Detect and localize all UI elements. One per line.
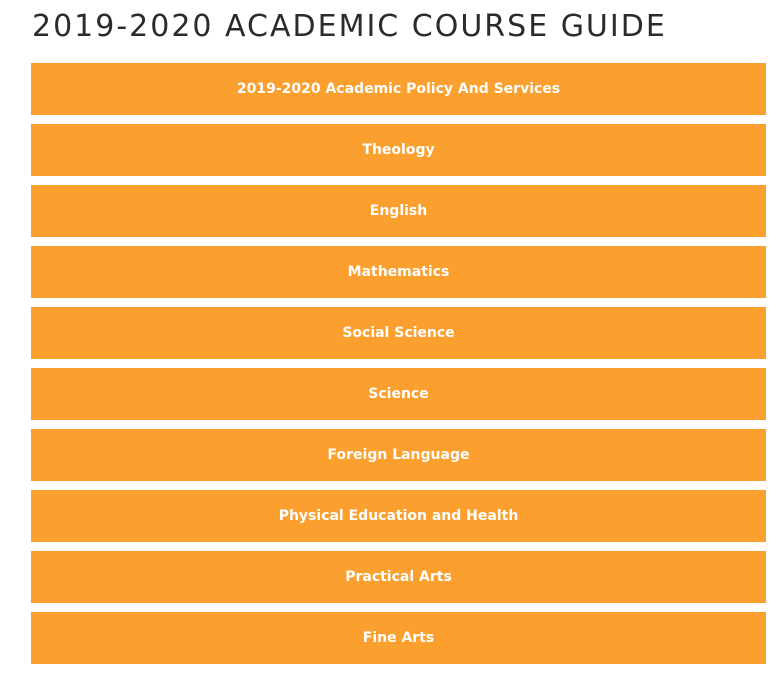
page-title: 2019-2020 ACADEMIC COURSE GUIDE [32,9,667,44]
section-button-practical-arts[interactable]: Practical Arts [31,551,766,603]
section-button-theology[interactable]: Theology [31,124,766,176]
section-button-mathematics[interactable]: Mathematics [31,246,766,298]
section-button-english[interactable]: English [31,185,766,237]
section-button-foreign-language[interactable]: Foreign Language [31,429,766,481]
section-button-physical-education-health[interactable]: Physical Education and Health [31,490,766,542]
section-button-fine-arts[interactable]: Fine Arts [31,612,766,664]
course-guide-list [31,63,766,673]
section-button-science[interactable]: Science [31,368,766,420]
section-button-social-science[interactable]: Social Science [31,307,766,359]
section-button-academic-policy[interactable]: 2019-2020 Academic Policy And Services [31,63,766,115]
